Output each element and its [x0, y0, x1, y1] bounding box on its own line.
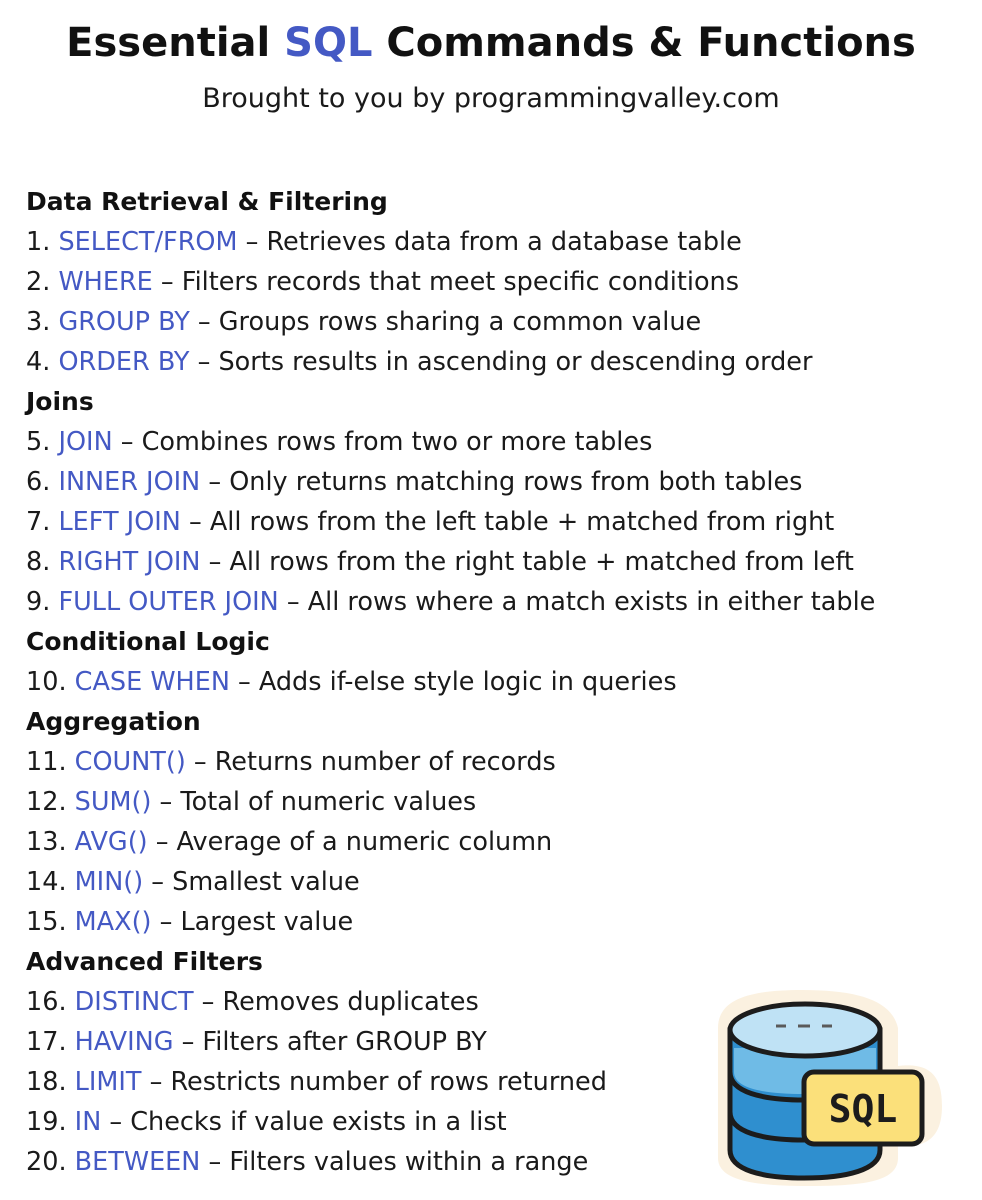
- item-number: 13.: [26, 827, 67, 857]
- command-keyword: GROUP BY: [58, 307, 190, 337]
- command-description: – Retrieves data from a database table: [237, 227, 742, 257]
- item-number: 18.: [26, 1067, 67, 1097]
- section-heading: Aggregation: [26, 707, 201, 736]
- section-heading: Data Retrieval & Filtering: [26, 187, 388, 216]
- list-item: [26, 502, 966, 542]
- command-description: – Returns number of records: [185, 747, 556, 777]
- item-number: 19.: [26, 1107, 67, 1137]
- item-number: 7.: [26, 507, 51, 537]
- item-number: 15.: [26, 907, 67, 937]
- command-keyword: ORDER BY: [58, 347, 190, 377]
- command-keyword: LEFT JOIN: [58, 507, 181, 537]
- item-number: 6.: [26, 467, 51, 497]
- command-description: – Filters after GROUP BY: [173, 1027, 487, 1057]
- command-keyword: FULL OUTER JOIN: [58, 587, 279, 617]
- command-keyword: COUNT(): [74, 747, 186, 777]
- item-number: 5.: [26, 427, 51, 457]
- command-keyword: AVG(): [74, 827, 148, 857]
- list-item: [26, 822, 966, 862]
- item-number: 8.: [26, 547, 51, 577]
- command-description: – Total of numeric values: [151, 787, 477, 817]
- list-item: [26, 302, 966, 342]
- command-keyword: INNER JOIN: [58, 467, 201, 497]
- list-item: [26, 782, 966, 822]
- command-description: – Smallest value: [143, 867, 360, 897]
- list-item: [26, 902, 966, 942]
- command-description: – Filters values within a range: [200, 1147, 589, 1177]
- item-number: 3.: [26, 307, 51, 337]
- page-subtitle: Brought to you by programmingvalley.com: [202, 83, 780, 114]
- list-item: [26, 262, 966, 302]
- command-description: – Only returns matching rows from both tables: [200, 467, 803, 497]
- list-item: [26, 422, 966, 462]
- list-item: [26, 862, 966, 902]
- command-keyword: CASE WHEN: [74, 667, 230, 697]
- list-item: [26, 662, 966, 702]
- section-heading: Conditional Logic: [26, 627, 270, 656]
- command-description: – All rows where a match exists in either table: [278, 587, 876, 617]
- command-description: – Groups rows sharing a common value: [189, 307, 702, 337]
- command-keyword: JOIN: [58, 427, 113, 457]
- item-number: 1.: [26, 227, 51, 257]
- command-description: – Filters records that meet specific conditions: [152, 267, 739, 297]
- list-item: [26, 542, 966, 582]
- command-description: – Removes duplicates: [193, 987, 479, 1017]
- title-suffix: Commands & Functions: [372, 20, 916, 66]
- item-number: 20.: [26, 1147, 67, 1177]
- command-keyword: BETWEEN: [74, 1147, 201, 1177]
- command-description: – Adds if-else style logic in queries: [229, 667, 677, 697]
- item-number: 12.: [26, 787, 67, 817]
- command-description: – All rows from the right table + matched from left: [200, 547, 854, 577]
- command-description: – Largest value: [151, 907, 354, 937]
- title-prefix: Essential: [66, 20, 285, 66]
- list-item: [26, 222, 966, 262]
- command-keyword: WHERE: [58, 267, 153, 297]
- title-accent: SQL: [284, 20, 373, 66]
- command-keyword: RIGHT JOIN: [58, 547, 201, 577]
- item-number: 17.: [26, 1027, 67, 1057]
- page-title: [0, 20, 982, 66]
- command-description: – Restricts number of rows returned: [141, 1067, 607, 1097]
- command-description: – Combines rows from two or more tables: [112, 427, 653, 457]
- command-keyword: SUM(): [74, 787, 152, 817]
- command-keyword: MAX(): [74, 907, 152, 937]
- command-keyword: DISTINCT: [74, 987, 194, 1017]
- command-keyword: HAVING: [74, 1027, 174, 1057]
- database-sql-icon: [712, 988, 944, 1188]
- command-keyword: SELECT/FROM: [58, 227, 238, 257]
- command-keyword: IN: [74, 1107, 102, 1137]
- command-keyword: LIMIT: [74, 1067, 142, 1097]
- command-description: – All rows from the left table + matched from right: [180, 507, 835, 537]
- command-description: – Average of a numeric column: [147, 827, 553, 857]
- item-number: 14.: [26, 867, 67, 897]
- item-number: 4.: [26, 347, 51, 377]
- command-keyword: MIN(): [74, 867, 144, 897]
- item-number: 10.: [26, 667, 67, 697]
- command-description: – Checks if value exists in a list: [101, 1107, 507, 1137]
- list-item: [26, 742, 966, 782]
- item-number: 2.: [26, 267, 51, 297]
- list-item: [26, 342, 966, 382]
- command-description: – Sorts results in ascending or descending order: [189, 347, 813, 377]
- section-heading: Joins: [26, 387, 94, 416]
- item-number: 16.: [26, 987, 67, 1017]
- sql-badge-label: SQL: [828, 1087, 898, 1131]
- item-number: 11.: [26, 747, 67, 777]
- item-number: 9.: [26, 587, 51, 617]
- list-item: [26, 462, 966, 502]
- section-heading: Advanced Filters: [26, 947, 263, 976]
- list-item: [26, 582, 966, 622]
